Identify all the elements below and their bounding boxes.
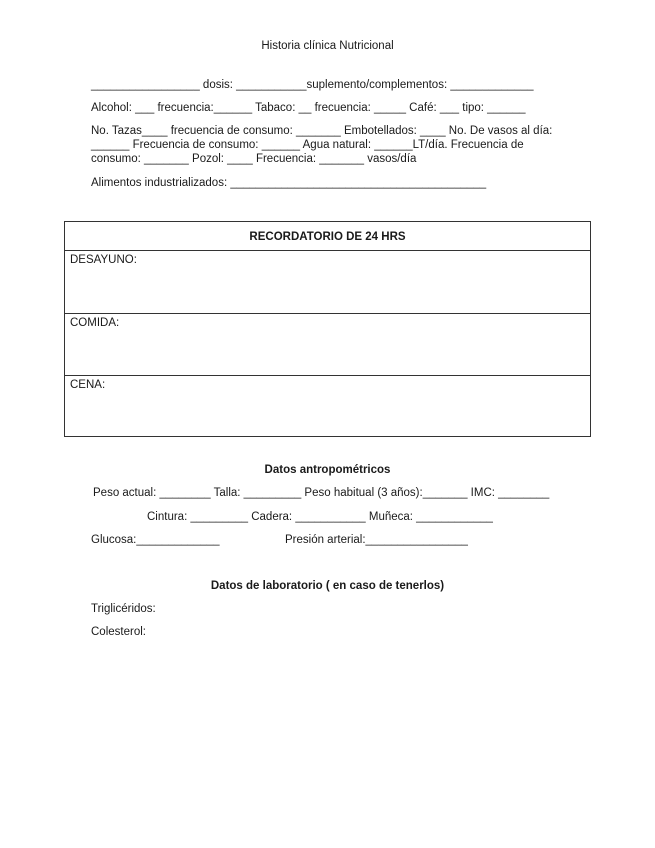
- breakfast-label: DESAYUNO:: [70, 254, 137, 266]
- dinner-row[interactable]: [65, 376, 590, 437]
- beverage-consumption-paragraph: No. Tazas____ frecuencia de consumo: _______ Embotellados: ____ No. De vasos al día: ______ Frecuencia de consumo: ______ Agua natural: ______LT/día. Frecuencia de consumo: _______ Pozol: ____ Frecuencia: _______ vasos/día: [91, 125, 553, 165]
- triglycerides-label: Triglicéridos:: [91, 603, 156, 615]
- lunch-row[interactable]: [65, 314, 590, 376]
- dinner-label: CENA:: [70, 379, 106, 391]
- recall-table-header: RECORDATORIO DE 24 HRS: [65, 222, 590, 251]
- supplement-line: _________________ dosis: ___________suplemento/complementos: _____________: [91, 79, 534, 91]
- breakfast-row[interactable]: [65, 251, 590, 314]
- page-title: Historia clínica Nutricional: [261, 40, 394, 52]
- anthropometric-heading: Datos antropométricos: [264, 464, 391, 476]
- waist-hip-wrist-line: Cintura: _________ Cadera: ___________ Muñeca: ____________: [147, 511, 493, 523]
- laboratory-heading: Datos de laboratorio ( en caso de tenerlos): [210, 580, 445, 592]
- lunch-label: COMIDA:: [70, 317, 120, 329]
- blood-pressure-field: Presión arterial:________________: [285, 534, 468, 546]
- glucose-field: Glucosa:_____________: [91, 534, 220, 546]
- industrialized-food-line: Alimentos industrializados: ________________________________________: [91, 177, 487, 189]
- alcohol-tobacco-coffee-line: Alcohol: ___ frecuencia:______ Tabaco: __ frecuencia: _____ Café: ___ tipo: ______: [91, 102, 526, 114]
- cholesterol-label: Colesterol:: [91, 626, 146, 638]
- recall-24h-table: [64, 221, 591, 437]
- weight-height-line: Peso actual: ________ Talla: _________ Peso habitual (3 años):_______ IMC: ________: [93, 487, 550, 499]
